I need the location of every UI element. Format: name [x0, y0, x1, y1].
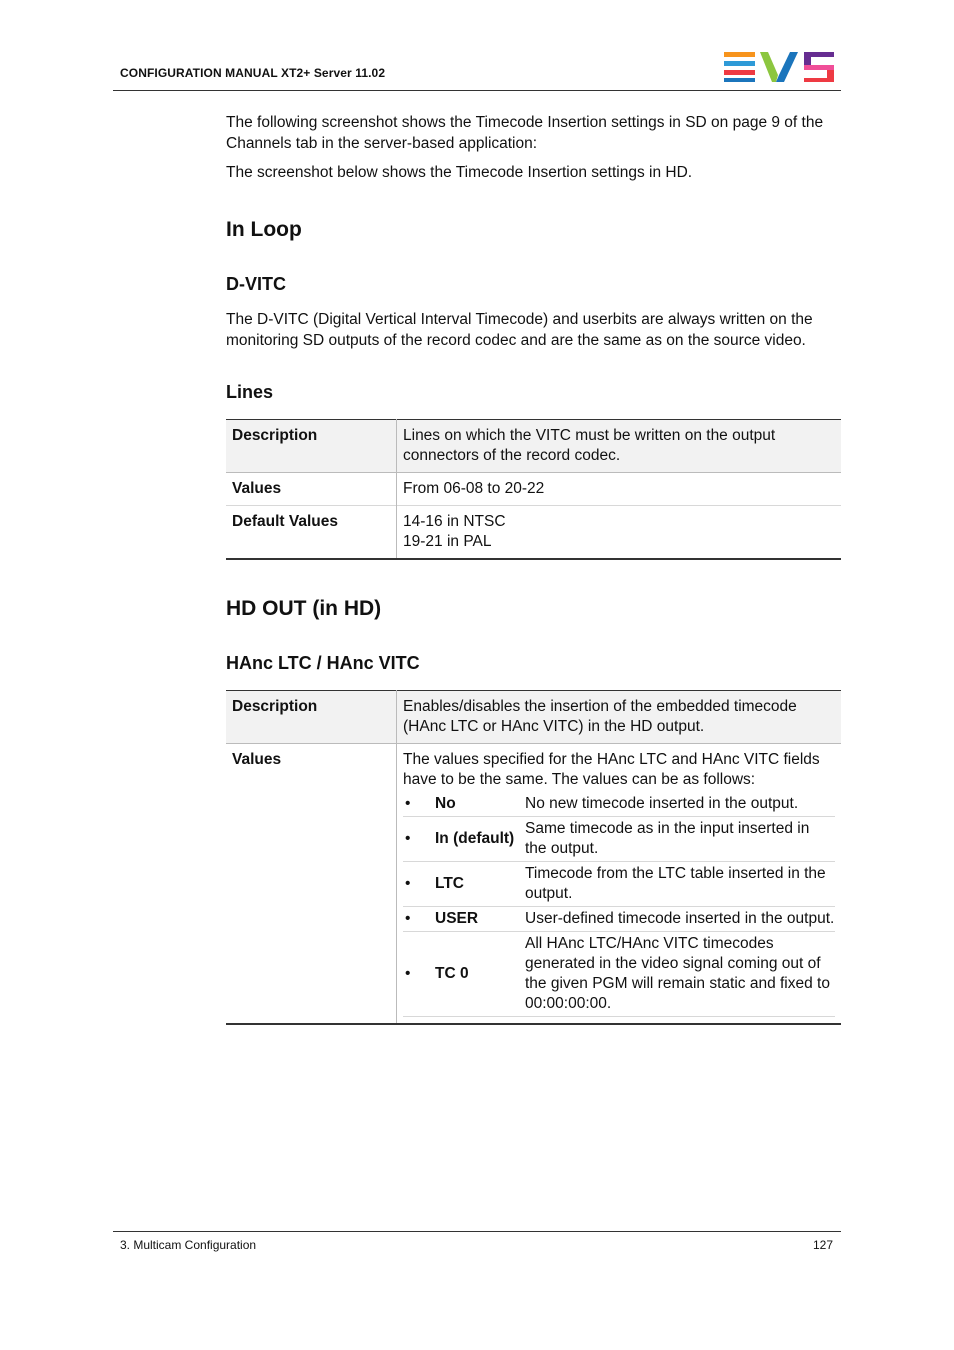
value-line: 14-16 in NTSC — [403, 513, 506, 530]
hanc-table — [226, 690, 841, 1025]
document-title: CONFIGURATION MANUAL XT2+ Server 11.02 — [120, 66, 386, 80]
list-item — [403, 862, 835, 907]
row-key: Description — [226, 691, 397, 744]
values-intro: The values specified for the HAnc LTC and HAnc VITC fields have to be the same. The values can be as follows: — [403, 751, 820, 788]
value-line: 19-21 in PAL — [403, 533, 492, 550]
row-key: Values — [226, 473, 397, 506]
bullet: • — [405, 965, 411, 982]
footer-section: 3. Multicam Configuration — [120, 1238, 257, 1252]
list-item — [403, 817, 835, 862]
subsection-title-dvitc: D-VITC — [226, 274, 286, 294]
table-row — [226, 744, 841, 1025]
bullet: • — [405, 830, 411, 847]
page-number: 127 — [812, 1238, 833, 1252]
section-title-in-loop: In Loop — [226, 218, 302, 241]
lines-table — [226, 419, 841, 560]
table-row — [226, 420, 841, 473]
row-value — [397, 506, 842, 560]
option-description: Timecode from the LTC table inserted in the output. — [525, 865, 826, 902]
intro-paragraph-2: The screenshot below shows the Timecode Insertion settings in HD. — [226, 164, 693, 181]
option-name: TC 0 — [435, 965, 469, 982]
evs-logo — [724, 51, 836, 83]
header-divider — [113, 90, 841, 91]
section-title-hd-out: HD OUT (in HD) — [226, 597, 382, 620]
table-row — [226, 473, 841, 506]
option-name: USER — [435, 910, 479, 927]
lines-heading: Lines — [226, 382, 274, 402]
bullet: • — [405, 910, 411, 927]
page-content — [226, 110, 841, 1025]
row-key: Values — [226, 744, 397, 1025]
option-description: No new timecode inserted in the output. — [525, 795, 799, 812]
option-description: User-defined timecode inserted in the output. — [525, 910, 835, 927]
option-name: In (default) — [435, 830, 515, 847]
list-item — [403, 932, 835, 1017]
bullet: • — [405, 875, 411, 892]
option-description: Same timecode as in the input inserted in the output. — [525, 820, 810, 857]
row-key: Description — [226, 420, 397, 473]
option-name: No — [435, 795, 456, 812]
option-name: LTC — [435, 875, 464, 892]
table-row — [226, 691, 841, 744]
row-key: Default Values — [226, 506, 397, 560]
list-item — [403, 792, 835, 817]
footer-divider — [113, 1231, 841, 1232]
row-value: Lines on which the VITC must be written on the output connectors of the record codec. — [403, 427, 776, 464]
option-description: All HAnc LTC/HAnc VITC timecodes generated in the video signal coming out of the given PGM will remain static and fixed to 00:00:00:00. — [525, 935, 830, 1012]
bullet: • — [405, 795, 411, 812]
dvitc-description: The D-VITC (Digital Vertical Interval Timecode) and userbits are always written on the monitoring SD outputs of the record codec and are the same as on the source video. — [226, 311, 813, 349]
intro-paragraph-1: The following screenshot shows the Timecode Insertion settings in SD on page 9 of the Channels tab in the server-based application: — [226, 114, 824, 152]
list-item — [403, 907, 835, 932]
row-value — [397, 744, 842, 1025]
row-value: Enables/disables the insertion of the embedded timecode (HAnc LTC or HAnc VITC) in the HD output. — [403, 698, 797, 735]
table-row — [226, 506, 841, 560]
subsection-title-hanc: HAnc LTC / HAnc VITC — [226, 653, 420, 673]
row-value: From 06-08 to 20-22 — [403, 480, 545, 497]
values-list — [403, 792, 835, 1017]
